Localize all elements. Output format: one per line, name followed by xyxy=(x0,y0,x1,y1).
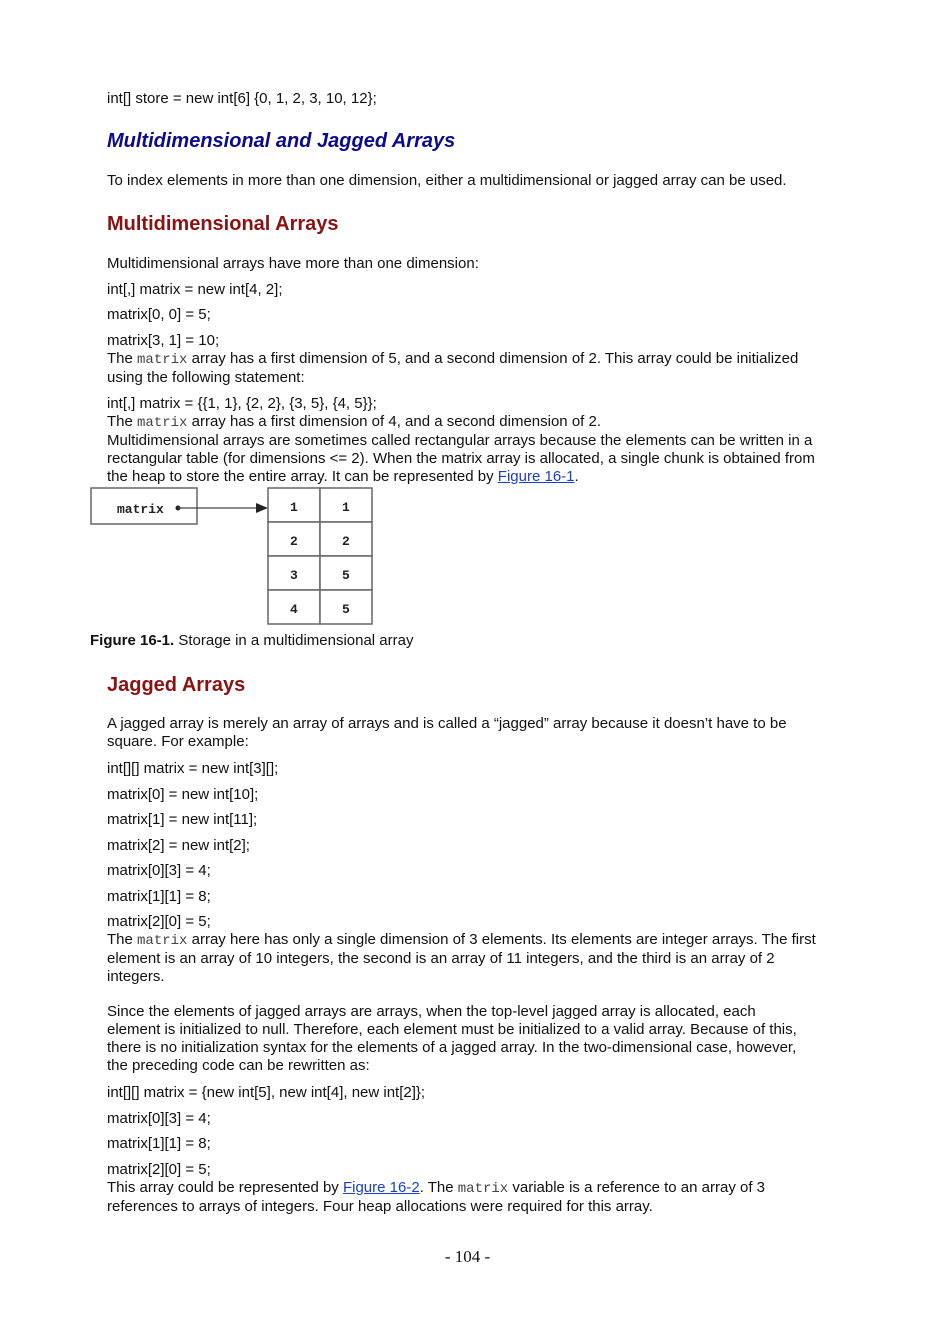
text: array has a first dimension of 5, and a second dimension of 2. This array could be initialized using the following statement: xyxy=(107,350,799,386)
jagged-paragraph-figure-ref xyxy=(107,1179,817,1216)
code-line: int[][] matrix = {new int[5], new int[4], new int[2]}; xyxy=(107,1084,426,1101)
text: Multidimensional arrays are sometimes called rectangular arrays because the elements can be written in a rectangular table (for dimensions <= 2). When the matrix array is allocated, a single chunk is obtained from the heap to store the entire array. It can be represented by xyxy=(107,432,815,485)
cell-value: 5 xyxy=(342,568,350,583)
inline-code: matrix xyxy=(137,933,188,949)
paragraph-dimensions xyxy=(107,350,832,387)
section-heading: Multidimensional and Jagged Arrays xyxy=(107,130,456,152)
cell-value: 3 xyxy=(290,568,298,583)
cell-value: 1 xyxy=(290,500,298,515)
code-line: int[][] matrix = new int[3][]; xyxy=(107,760,279,777)
text: The xyxy=(107,931,138,948)
cell-value: 4 xyxy=(290,602,298,617)
jagged-paragraph-dimension xyxy=(107,931,832,986)
paragraph-rectangular xyxy=(107,432,827,486)
figure-16-1-diagram xyxy=(90,486,380,630)
code-line: matrix[1][1] = 8; xyxy=(107,1135,211,1152)
code-line: matrix[0][3] = 4; xyxy=(107,862,211,879)
code-line: matrix[2][0] = 5; xyxy=(107,913,211,930)
multidimensional-description: Multidimensional arrays have more than one dimension: xyxy=(107,255,479,272)
code-line: matrix[0][3] = 4; xyxy=(107,1110,211,1127)
reference-arrow-head xyxy=(256,503,268,513)
caption-text: Storage in a multidimensional array xyxy=(174,632,414,649)
matrix-variable-label: matrix xyxy=(117,502,164,517)
code-line: matrix[2] = new int[2]; xyxy=(107,837,250,854)
text: This array could be represented by xyxy=(107,1179,343,1196)
text: The xyxy=(107,413,138,430)
inline-code: matrix xyxy=(457,1181,509,1197)
code-line: matrix[3, 1] = 10; xyxy=(107,332,220,349)
code-line: int[,] matrix = {{1, 1}, {2, 2}, {3, 5}, {4, 5}}; xyxy=(107,395,377,412)
jagged-paragraph-intro: A jagged array is merely an array of arrays and is called a “jagged” array because it doesn’t have to be square. For example: xyxy=(107,715,787,750)
subsection-heading-multidimensional: Multidimensional Arrays xyxy=(107,213,339,235)
code-line-store: int[] store = new int[6] {0, 1, 2, 3, 10, 12}; xyxy=(107,90,377,107)
cell-value: 5 xyxy=(342,602,350,617)
text: . xyxy=(574,468,579,485)
cell-value: 2 xyxy=(290,534,298,549)
text: array has a first dimension of 4, and a second dimension of 2. xyxy=(187,413,601,430)
figure-caption xyxy=(90,632,414,650)
text: variable is a reference to an array of 3 references to arrays of integers. Four heap allocations were required for this array. xyxy=(107,1179,766,1215)
cell-value: 2 xyxy=(342,534,350,549)
array-grid xyxy=(268,488,372,624)
code-line: matrix[1][1] = 8; xyxy=(107,888,211,905)
figure-16-2-link[interactable]: Figure 16-2 xyxy=(342,1179,420,1196)
figure-16-1-link[interactable]: Figure 16-1 xyxy=(497,468,575,485)
jagged-paragraph-initialization: Since the elements of jagged arrays are arrays, when the top-level jagged array is allocated, each element is initialized to null. Therefore, each element must be initialized to a valid array. Because of this, there is no initialization syntax for the elements of a jagged array. In the two-dimensional case, however, the preceding code can be rewritten as: xyxy=(107,1003,797,1074)
code-line: matrix[1] = new int[11]; xyxy=(107,811,258,828)
caption-label: Figure 16-1. xyxy=(90,632,175,649)
text: The xyxy=(107,350,138,367)
intro-paragraph: To index elements in more than one dimension, either a multidimensional or jagged array can be used. xyxy=(107,172,787,189)
code-line: matrix[2][0] = 5; xyxy=(107,1161,211,1178)
subsection-heading-jagged: Jagged Arrays xyxy=(107,674,246,696)
text: array here has only a single dimension of 3 elements. Its elements are integer arrays. The first element is an array of 10 integers, the second is an array of 11 integers, and the third is an array of 2 integers. xyxy=(107,931,816,985)
inline-code: matrix xyxy=(137,415,188,431)
inline-code: matrix xyxy=(137,352,188,368)
text: . The xyxy=(419,1179,458,1196)
paragraph-dimensions-2 xyxy=(107,413,832,432)
cell-value: 1 xyxy=(342,500,350,515)
code-line: matrix[0, 0] = 5; xyxy=(107,306,211,323)
code-line: matrix[0] = new int[10]; xyxy=(107,786,259,803)
page-number: - 104 - xyxy=(444,1247,491,1266)
code-line: int[,] matrix = new int[4, 2]; xyxy=(107,281,283,298)
